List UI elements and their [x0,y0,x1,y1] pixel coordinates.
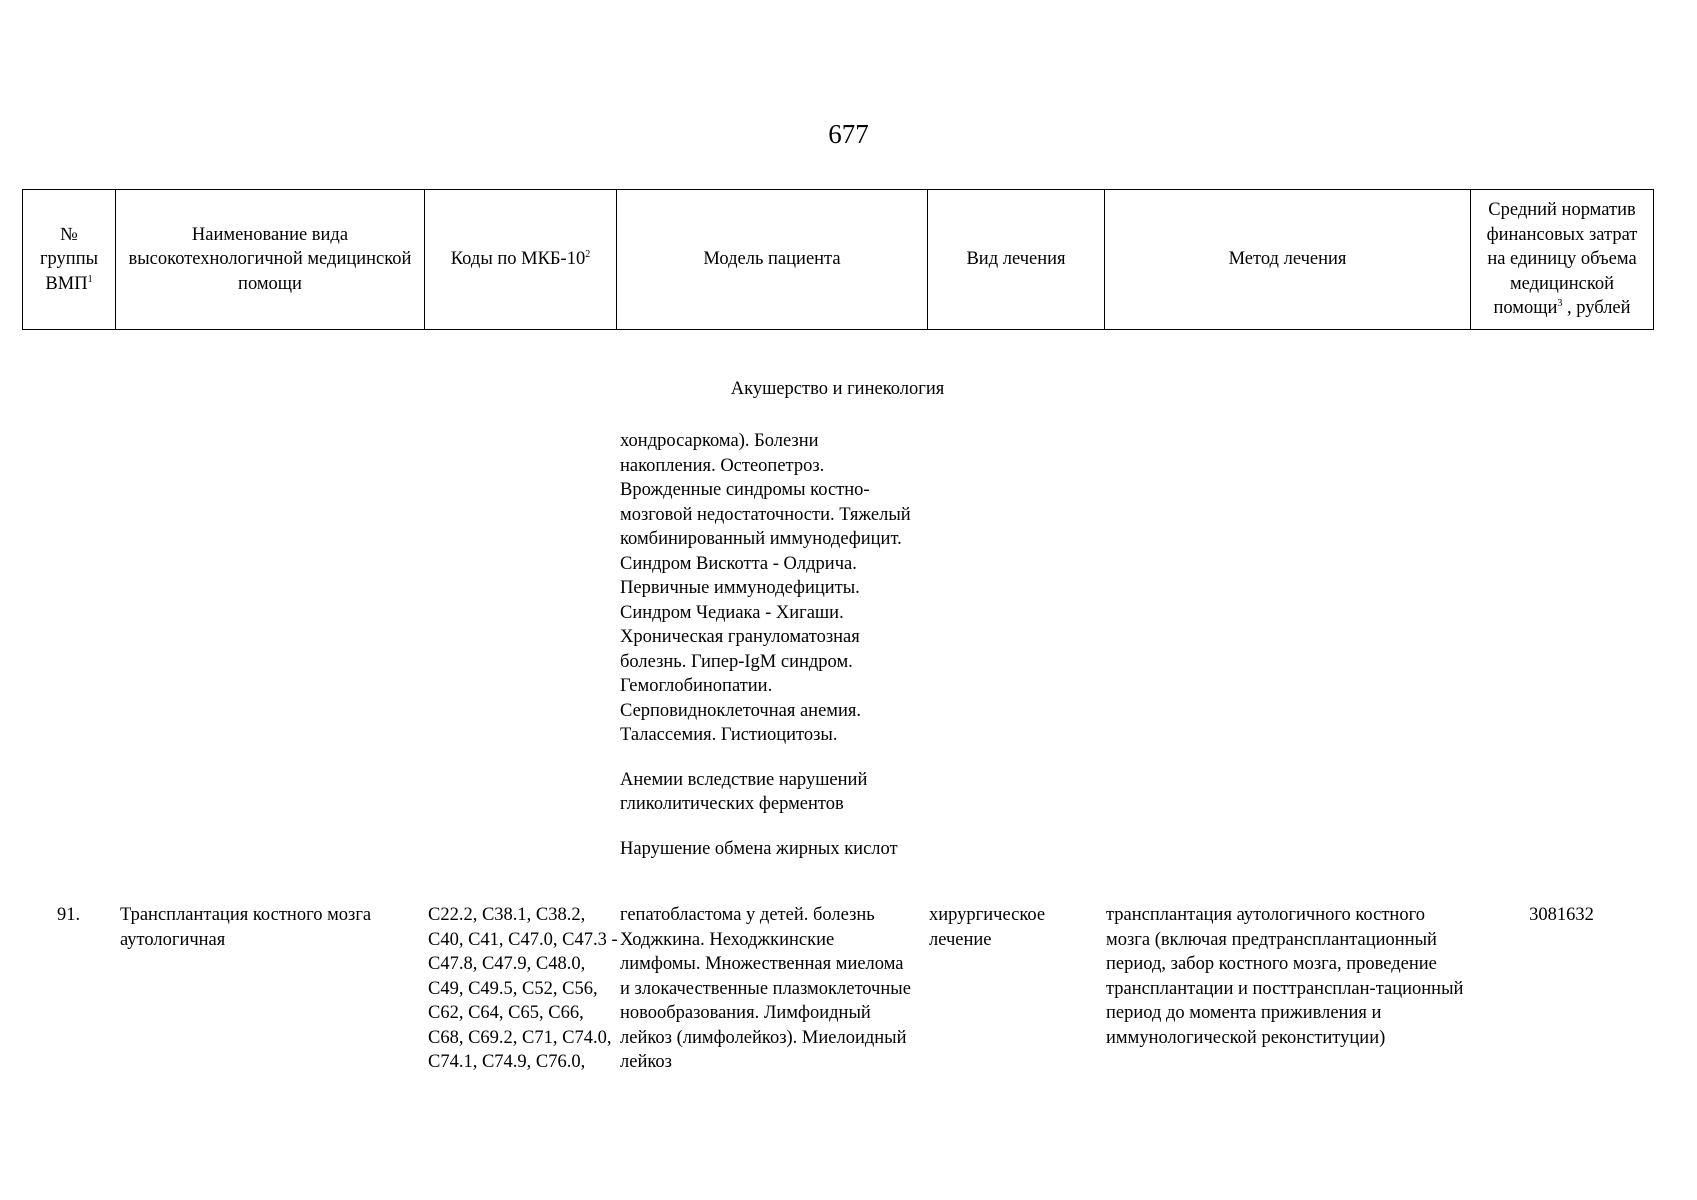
model-paragraph: Анемии вследствие нарушений гликолитических ферментов [620,769,868,814]
header-treatment-method: Метод лечения [1105,190,1471,330]
row-icd-codes: C22.2, C38.1, C38.2, C40, C41, C47.0, C47.3 - C47.8, C47.9, C48.0, C49, C49.5, C52, C56, C62, C64, C65, C66, C68, C69.2, C71, C74.0, C74.1, C74.9, C76.0, [428,905,618,1072]
page-number: 677 [828,119,869,149]
footnote-marker: 1 [87,273,93,285]
model-paragraph: хондросаркома). Болезни накопления. Остеопетроз. Врожденные синдромы костно-мозговой недостаточности. Тяжелый комбинированный иммунодефицит. Синдром Вискотта - Олдрича. Первичные иммунодефициты. Синдром Чедиака - Хигаши. Хроническая грануломатозная болезнь. Гипер-IgM синдром. Гемоглобинопатии. Серповидноклеточная анемия. Талассемия. Гистиоцитозы. [620,431,911,745]
header-icd-codes: Коды по МКБ-$10^2$ [425,190,617,330]
header-average-cost: Средний норматив финансовых затрат на единицу объема медицинской помощи$^3$ , рублей [1471,190,1654,330]
row-treatment-type: хирургическое лечение [929,905,1046,950]
table-header [22,189,1654,330]
header-care-type-name: Наименование вида высокотехнологичной медицинской помощи [116,190,425,330]
footnote-marker: 2 [585,249,591,261]
header-patient-model: Модель пациента [617,190,928,330]
row-care-type-name: Трансплантация костного мозга аутологичная [120,905,372,950]
row-treatment-method: трансплантация аутологичного костного мозга (включая предтрансплантационный период, забор костного мозга, проведение трансплантации и посттрансплан-тационный период до момента приживления и иммунологической реконституции) [1106,905,1464,1048]
row-patient-model: гепатобластома у детей. болезнь Ходжкина. Неходжкинские лимфомы. Множественная миелома и злокачественные плазмоклеточные новообразования. Лимфоидный лейкоз (лимфолейкоз). Миелоидный лейкоз [620,905,911,1072]
footnote-marker: 3 [1557,298,1563,310]
row-average-cost: 3081632 [1529,905,1594,925]
patient-model-continued [620,429,915,861]
header-group-number: № группы ВМП$^1$ [23,190,116,330]
header-treatment-type: Вид лечения [928,190,1105,330]
model-paragraph: Нарушение обмена жирных кислот [620,838,898,859]
row-group-number: 91. [56,905,81,925]
section-title: Акушерство и гинекология [730,379,945,399]
